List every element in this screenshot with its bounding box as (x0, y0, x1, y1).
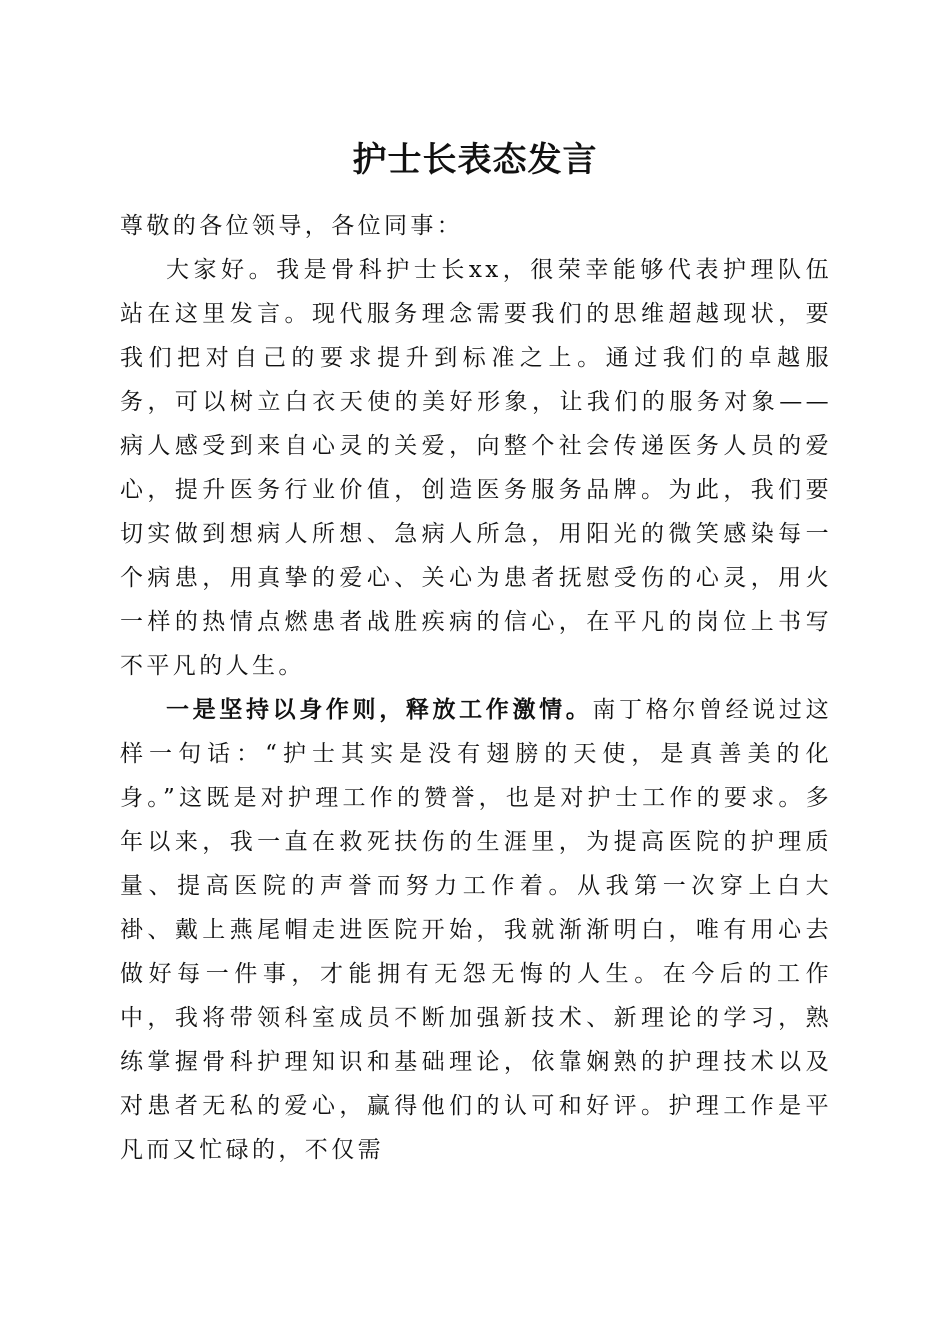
paragraph-point-one (120, 688, 832, 1172)
salutation: 尊敬的各位领导，各位同事： (120, 213, 464, 239)
paragraph-intro (120, 248, 832, 688)
paragraph-point-one-lead: 一是坚持以身作则，释放工作激情。 (166, 696, 593, 723)
document-title: 护士长表态发言 (352, 140, 598, 180)
paragraph-intro-text: 大家好。我是骨科护士长xx，很荣幸能够代表护理队伍站在这里发言。现代服务理念需要我们的思维超越现状，要我们把对自己的要求提升到标准之上。通过我们的卓越服务，可以树立白衣天使的美好形象，让我们的服务对象——病人感受到来自心灵的关爱，向整个社会传递医务人员的爱心，提升医务行业价值，创造医务服务品牌。为此，我们要切实做到想病人所想、急病人所急，用阳光的微笑感染每一个病患，用真挚的爱心、关心为患者抚慰受伤的心灵，用火一样的热情点燃患者战胜疾病的信心，在平凡的岗位上书写不平凡的人生。 (120, 257, 832, 679)
paragraph-point-one-text: 南丁格尔曾经说过这样一句话：“护士其实是没有翅膀的天使，是真善美的化身。”这既是对护理工作的赞誉，也是对护士工作的要求。多年以来，我一直在救死扶伤的生涯里，为提高医院的护理质量、提高医院的声誉而努力工作着。从我第一次穿上白大褂、戴上燕尾帽走进医院开始，我就渐渐明白，唯有用心去做好每一件事，才能拥有无怨无悔的人生。在今后的工作中，我将带领科室成员不断加强新技术、新理论的学习，熟练掌握骨科护理知识和基础理论，依靠娴熟的护理技术以及对患者无私的爱心，赢得他们的认可和好评。护理工作是平凡而又忙碌的，不仅需 (120, 697, 832, 1163)
document-body (120, 204, 832, 1172)
